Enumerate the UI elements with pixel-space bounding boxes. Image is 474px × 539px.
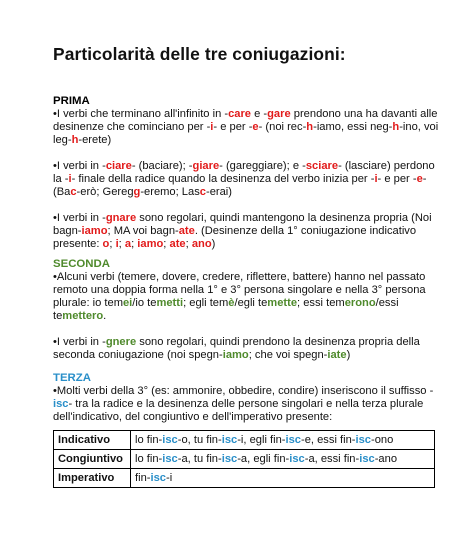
highlighted-text: isc	[162, 453, 178, 465]
highlighted-text: gnare	[105, 212, 137, 224]
mood-label: Indicativo	[54, 431, 131, 450]
highlighted-text: ano	[191, 238, 212, 250]
highlighted-text: gnere	[105, 336, 137, 348]
highlighted-text: i	[374, 173, 378, 185]
highlighted-text: è	[228, 297, 235, 309]
table-row	[54, 450, 435, 469]
highlighted-text: h	[392, 121, 400, 133]
highlighted-text: mette	[267, 297, 298, 309]
highlighted-text: c	[70, 186, 77, 198]
highlighted-text: h	[71, 134, 79, 146]
highlighted-text: iamo	[137, 238, 164, 250]
section-heading-terza: TERZA	[53, 372, 91, 384]
highlighted-text: erono	[344, 297, 376, 309]
highlighted-text: mettero	[62, 310, 104, 322]
highlighted-text: iate	[327, 349, 347, 361]
highlighted-text: i	[210, 121, 214, 133]
conjugation-forms: lo fin-isc-o, tu fin-isc-i, egli fin-isc-e, essi fin-isc-ono	[131, 431, 435, 450]
highlighted-text: isc	[289, 453, 305, 465]
page-title: Particolarità delle tre coniugazioni:	[53, 44, 346, 64]
highlighted-text: isc	[359, 453, 375, 465]
highlighted-text: giare	[192, 160, 220, 172]
prima-paragraph-3: •I verbi in -gnare sono regolari, quindi mantengono la desinenza propria (Noi bagn-iamo; MA voi bagn-ate. (Desinenze della 1° coniugazione indicativo presente: o; i; a; iamo; ate; ano)	[53, 212, 432, 250]
highlighted-text: care	[228, 108, 252, 120]
prima-paragraph-2: •I verbi in -ciare- (baciare); -giare- (gareggiare); e -sciare- (lasciare) perdono la -i- finale della radice quando la desinenza del verbo inizia per -i- e per -e- (Bac-erò; Geregg-eremo; Lasc-erai)	[53, 160, 435, 198]
highlighted-text: g	[133, 186, 141, 198]
highlighted-text: isc	[162, 434, 178, 446]
highlighted-text: isc	[53, 398, 69, 410]
section-heading-seconda: SECONDA	[53, 258, 110, 270]
terza-paragraph-1: •Molti verbi della 3° (es: ammonire, obbedire, condire) inseriscono il suffisso -isc- tra la radice e la desinenza delle persone singolari e nella terza plurale dell'indicativo, del congiuntivo e dell'imperativo presente:	[53, 385, 434, 423]
highlighted-text: isc	[355, 434, 371, 446]
highlighted-text: a	[124, 238, 132, 250]
highlighted-text: i	[115, 238, 119, 250]
highlighted-text: isc	[150, 472, 166, 484]
table-row	[54, 431, 435, 450]
highlighted-text: isc	[221, 453, 238, 465]
conjugation-table	[53, 430, 435, 488]
seconda-paragraph-1: •Alcuni verbi (temere, dovere, credere, riflettere, battere) hanno nel passato remoto una doppia forma nella 1° e 3° persona singolare e nella 3° persona plurale: io temei/io temetti; egli temè/egli temette; essi temerono/essi temettero.	[53, 271, 426, 322]
highlighted-text: iamo	[222, 349, 249, 361]
highlighted-text: gare	[267, 108, 291, 120]
table-row	[54, 469, 435, 488]
highlighted-text: e	[416, 173, 423, 185]
highlighted-text: ate	[169, 238, 186, 250]
highlighted-text: ciare	[105, 160, 132, 172]
prima-paragraph-1: •I verbi che terminano all'infinito in -care e -gare prendono una ha davanti alle desinenze che cominciano per -i- e per -e- (noi rec-h-iamo, essi neg-h-ino, voi leg-h-erete)	[53, 108, 439, 146]
highlighted-text: ei	[122, 297, 133, 309]
conjugation-forms: fin-isc-i	[131, 469, 435, 488]
highlighted-text: sciare	[305, 160, 339, 172]
conjugation-forms: lo fin-isc-a, tu fin-isc-a, egli fin-isc-a, essi fin-isc-ano	[131, 450, 435, 469]
mood-label: Imperativo	[54, 469, 131, 488]
highlighted-text: metti	[156, 297, 184, 309]
section-heading-prima: PRIMA	[53, 95, 90, 107]
mood-label: Congiuntivo	[54, 450, 131, 469]
highlighted-text: isc	[285, 434, 302, 446]
seconda-paragraph-2: •I verbi in -gnere sono regolari, quindi prendono la desinenza propria della seconda coniugazione (noi spegn-iamo; che voi spegn-iate)	[53, 336, 420, 361]
highlighted-text: c	[199, 186, 206, 198]
highlighted-text: h	[306, 121, 314, 133]
highlighted-text: i	[68, 173, 72, 185]
highlighted-text: e	[252, 121, 259, 133]
highlighted-text: o	[102, 238, 110, 250]
highlighted-text: iamo	[81, 225, 108, 237]
highlighted-text: isc	[221, 434, 238, 446]
highlighted-text: ate	[178, 225, 195, 237]
